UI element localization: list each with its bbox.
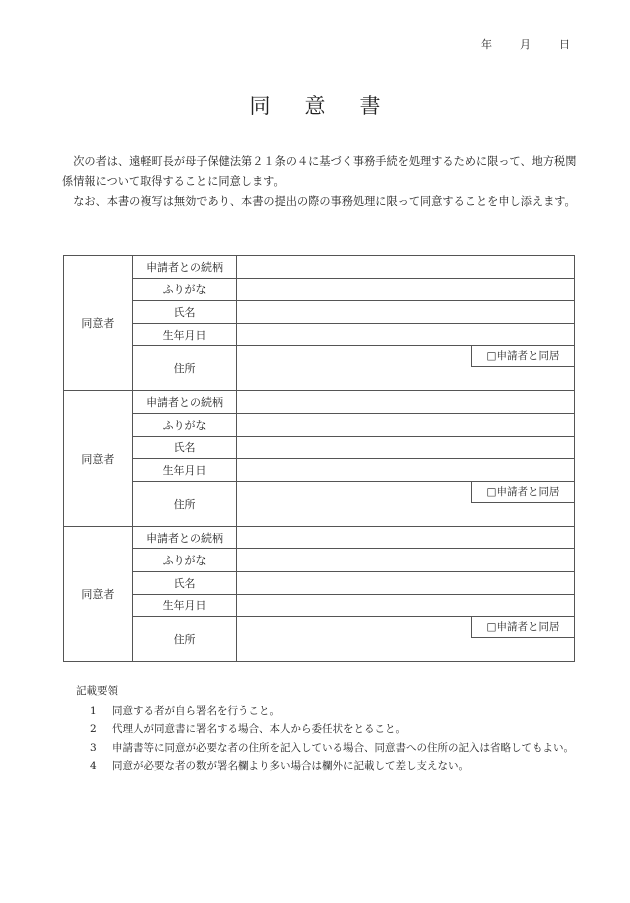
name-field[interactable] <box>237 301 575 324</box>
name-label: 氏名 <box>132 436 237 459</box>
list-item <box>76 720 576 739</box>
relationship-label: 申請者との続柄 <box>132 526 237 549</box>
table-row <box>64 323 575 346</box>
note-number: 3 <box>90 741 97 754</box>
relationship-field[interactable] <box>237 391 575 414</box>
table-row <box>64 346 575 391</box>
furigana-field[interactable] <box>237 413 575 436</box>
consenter-label: 同意者 <box>64 391 133 526</box>
note-text: 申請書等に同意が必要な者の住所を記入している場合、同意書への住所の記入は省略してもよい。 <box>112 741 574 754</box>
instructions <box>76 682 576 776</box>
consent-statement <box>62 152 582 212</box>
table-row <box>64 436 575 459</box>
list-item <box>76 739 576 758</box>
instructions-heading: 記載要領 <box>76 685 118 697</box>
table-row <box>64 549 575 572</box>
name-field[interactable] <box>237 571 575 594</box>
date-line <box>481 36 570 52</box>
cohabitation-checkbox[interactable]: □申請者と同居 <box>471 617 574 638</box>
table-row <box>64 526 575 549</box>
furigana-field[interactable] <box>237 278 575 301</box>
table-row <box>64 391 575 414</box>
note-text: 同意が必要な者の数が署名欄より多い場合は欄外に記載して差し支えない。 <box>112 760 469 772</box>
table-row <box>64 594 575 617</box>
address-field[interactable] <box>237 346 575 391</box>
note-number: 2 <box>90 723 97 735</box>
relationship-field[interactable] <box>237 526 575 549</box>
document-title: 同意書 <box>249 94 415 118</box>
furigana-label: ふりがな <box>132 413 237 436</box>
address-label: 住所 <box>132 346 237 391</box>
consent-table <box>63 255 575 662</box>
list-item <box>76 757 576 776</box>
consenter-label: 同意者 <box>64 526 133 661</box>
year-label: 年 <box>481 38 492 51</box>
relationship-field[interactable] <box>237 256 575 279</box>
note-number: 4 <box>90 760 97 772</box>
note-number: 1 <box>90 704 97 717</box>
birthdate-label: 生年月日 <box>132 459 237 482</box>
birthdate-label: 生年月日 <box>132 323 237 346</box>
note-text: 代理人が同意書に署名する場合、本人から委任状をとること。 <box>112 723 406 735</box>
statement-paragraph-2: なお、本書の複写は無効であり、本書の提出の際の事務処理に限って同意することを申し添えます。 <box>73 195 576 208</box>
birthdate-label: 生年月日 <box>132 594 237 617</box>
cohabitation-checkbox[interactable]: □申請者と同居 <box>471 346 574 367</box>
name-label: 氏名 <box>132 571 237 594</box>
month-label: 月 <box>520 38 531 51</box>
address-field[interactable] <box>237 481 575 526</box>
consenter-label: 同意者 <box>64 256 133 391</box>
address-label: 住所 <box>132 617 237 662</box>
birthdate-field[interactable] <box>237 323 575 346</box>
note-text: 同意する者が自ら署名を行うこと。 <box>112 704 280 717</box>
table-row <box>64 481 575 526</box>
name-field[interactable] <box>237 436 575 459</box>
address-field[interactable] <box>237 617 575 662</box>
address-label: 住所 <box>132 481 237 526</box>
table-row <box>64 301 575 324</box>
relationship-label: 申請者との続柄 <box>132 256 237 279</box>
birthdate-field[interactable] <box>237 594 575 617</box>
furigana-label: ふりがな <box>132 278 237 301</box>
furigana-label: ふりがな <box>132 549 237 572</box>
table-row <box>64 459 575 482</box>
table-row <box>64 617 575 662</box>
birthdate-field[interactable] <box>237 459 575 482</box>
day-label: 日 <box>559 38 570 51</box>
table-row <box>64 256 575 279</box>
name-label: 氏名 <box>132 301 237 324</box>
table-row <box>64 413 575 436</box>
list-item <box>76 702 576 721</box>
table-row <box>64 571 575 594</box>
furigana-field[interactable] <box>237 549 575 572</box>
cohabitation-checkbox[interactable]: □申請者と同居 <box>471 482 574 503</box>
statement-paragraph-1: 次の者は、遠軽町長が母子保健法第２１条の４に基づく事務手続を処理するために限って、地方税関係情報について取得することに同意します。 <box>62 155 577 188</box>
relationship-label: 申請者との続柄 <box>132 391 237 414</box>
table-row <box>64 278 575 301</box>
